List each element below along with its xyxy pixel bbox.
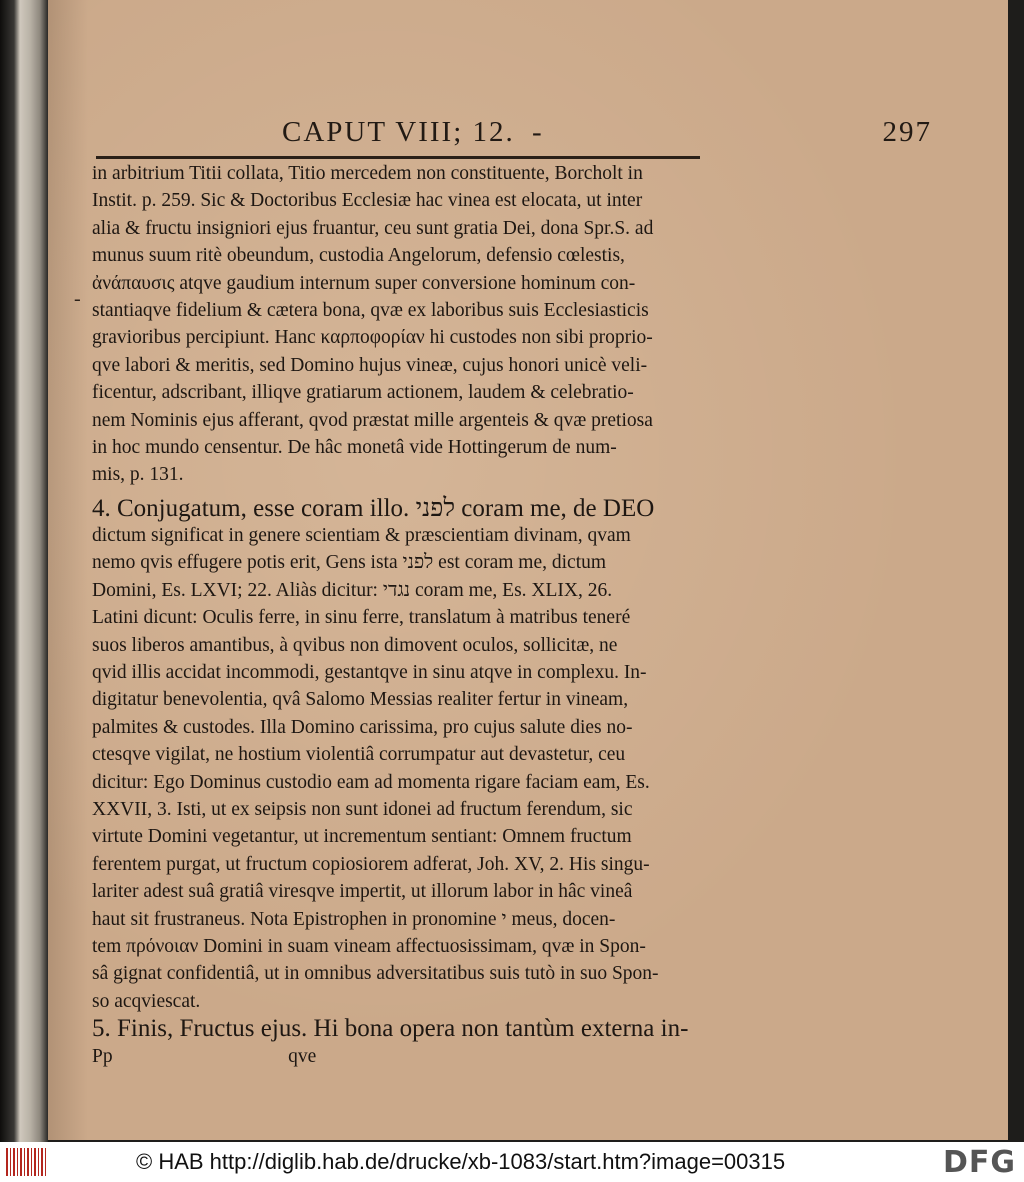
text-line: palmites & custodes. Illa Domino carissima, pro cujus salute dies no-: [92, 716, 633, 738]
text-line: ctesqve vigilat, ne hostium violentiâ corrumpatur aut devastetur, ceu: [92, 744, 626, 766]
book-page-edges: [0, 0, 48, 1142]
text-line: virtute Domini vegetantur, ut incrementum sentiant: Omnem fructum: [92, 826, 632, 848]
text-line: haut sit frustraneus. Nota Epistrophen in pronomine י meus, docen-: [92, 908, 616, 930]
text-line: tem πρόνοιαν Domini in suam vineam affectuosissimam, qvæ in Spon-: [92, 935, 646, 957]
source-credit-link[interactable]: © HAB http://diglib.hab.de/drucke/xb-1083/start.htm?image=00315: [136, 1149, 786, 1174]
text-line: Instit. p. 259. Sic & Doctoribus Ecclesiæ hac vinea est elocata, ut inter: [92, 190, 643, 212]
text-line: suos liberos amantibus, à qvibus non dimovent oculos, sollicitæ, ne: [92, 634, 618, 656]
dfg-logo: DFG: [942, 1145, 1016, 1180]
header-rule: [96, 156, 700, 159]
text-line: digitatur benevolentia, qvâ Salomo Messias realiter fertur in vineam,: [92, 689, 629, 711]
margin-mark: -: [74, 288, 81, 310]
text-line: ἀνάπαυσις atqve gaudium internum super conversione hominum con-: [92, 272, 636, 294]
text-line: gravioribus percipiunt. Hanc καρποφορίαν hi custodes non sibi proprio-: [92, 327, 653, 349]
section-heading-4: 4. Conjugatum, esse coram illo. לפני coram me, de DEO: [92, 494, 655, 522]
text-line: ferentem purgat, ut fructum copiosiorem adferat, Joh. XV, 2. His singu-: [92, 853, 650, 875]
text-line: dicitur: Ego Dominus custodio eam ad momenta rigare faciam eam, Es.: [92, 771, 650, 793]
running-title: CAPUT VIII; 12.: [282, 116, 515, 148]
text-line: ficentur, adscribant, illiqve gratiarum actionem, laudem & celebratio-: [92, 382, 634, 404]
library-barcode-icon: [6, 1148, 46, 1176]
page-body: [92, 160, 704, 1070]
text-line: Latini dicunt: Oculis ferre, in sinu ferre, translatum à matribus teneré: [92, 607, 631, 629]
text-line: mis, p. 131.: [92, 464, 184, 486]
text-line: nem Nominis ejus afferant, qvod præstat mille argenteis & qvæ pretiosa: [92, 409, 653, 431]
text-line: XXVII, 3. Isti, ut ex seipsis non sunt idonei ad fructum ferendum, sic: [92, 798, 633, 820]
header-dash: -: [532, 116, 544, 148]
text-line: alia & fructu insigniori ejus fruantur, ceu sunt gratia Dei, dona Spr.S. ad: [92, 217, 654, 239]
text-line: munus suum ritè obeundum, custodia Angelorum, defensio cœlestis,: [92, 245, 625, 267]
signature-catchword-line: Pp qve: [92, 1045, 317, 1067]
text-line: dictum significat in genere scientiam & præscientiam divinam, qvam: [92, 525, 631, 547]
page-number: 297: [882, 116, 932, 148]
text-line: qvid illis accidat incommodi, gestantqve in sinu atqve in complexu. In-: [92, 662, 647, 684]
page-header: [282, 116, 932, 152]
text-line: in arbitrium Titii collata, Titio mercedem non constituente, Borcholt in: [92, 163, 643, 184]
text-line: qve labori & meritis, sed Domino hujus vineæ, cujus honori unicè veli-: [92, 354, 648, 376]
text-line: Domini, Es. LXVI; 22. Aliàs dicitur: נגדי coram me, Es. XLIX, 26.: [92, 579, 613, 601]
footer-bar: [0, 1142, 1024, 1182]
text-line: so acqviescat.: [92, 990, 201, 1012]
text-line: sâ gignat confidentiâ, ut in omnibus adversitatibus suis tutò in suo Spon-: [92, 963, 659, 985]
text-line: stantiaqve fidelium & cætera bona, qvæ ex laboribus suis Ecclesiasticis: [92, 299, 649, 321]
text-line: in hoc mundo censentur. De hâc monetâ vide Hottingerum de num-: [92, 436, 617, 458]
text-line: nemo qvis effugere potis erit, Gens ista לפני est coram me, dictum: [92, 552, 607, 574]
section-heading-5: 5. Finis, Fructus ejus. Hi bona opera non tantùm externa in-: [92, 1015, 689, 1043]
text-line: lariter adest suâ gratiâ viresqve impertit, ut illorum labor in hâc vineâ: [92, 881, 633, 903]
